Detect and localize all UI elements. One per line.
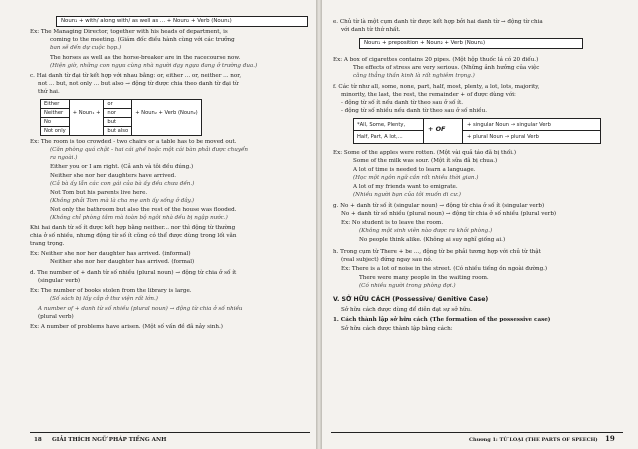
right-page xyxy=(319,0,638,449)
table-row xyxy=(41,127,202,136)
rule-e: e. Chủ từ là một cụm danh từ được kết hợp bởi hai danh từ → động từ chia xyxy=(333,19,543,25)
rule-c: c. Hai danh từ đại từ kết hợp với nhau bằng: or, either ... or, neither ... nor, xyxy=(30,73,242,79)
of-diagram-box xyxy=(353,118,601,144)
rule-d-cont: (singular verb) xyxy=(38,278,81,284)
example-text: Ex: The Managing Director, together with his heads of department, is xyxy=(30,29,228,35)
table-cell: Not only xyxy=(41,127,70,136)
page-number: 18 xyxy=(34,437,42,443)
translation-text: (Hiện giờ, những con ngựa cùng nhà người dạy ngựa đang ở trường đua.) xyxy=(50,63,258,69)
example-text: There were many people in the waiting room. xyxy=(359,275,489,281)
table-row xyxy=(41,118,202,127)
example-text: Ex: A number of problems have arisen. (Một số vấn đề đã nảy sinh.) xyxy=(30,324,223,330)
example-text: Ex: The room is too crowded - two chairs or a table has to be moved out. xyxy=(30,139,237,145)
rule-d: d. The number of + danh từ số nhiều (plural noun) → động từ chia ở số ít xyxy=(30,270,237,276)
table-cell xyxy=(132,100,202,109)
example-text: The horses as well as the horse-breaker are in the racecourse now. xyxy=(50,55,241,61)
example-text: Neither she nor her daughters have arrived. xyxy=(50,173,177,179)
section-text: Sở hữu cách được thành lập bằng cách: xyxy=(341,326,453,332)
note-text: Khi hai danh từ số ít được kết hợp bằng neither... nor thì động từ thường xyxy=(30,225,236,231)
example-text: Either you or I am right. (Cả anh và tôi đều đúng.) xyxy=(50,164,194,170)
example-text: Ex: No student is to leave the room. xyxy=(341,220,444,226)
example-text: Ex: Some of the apples were rotten. (Một vài quả táo đã bị thối.) xyxy=(333,150,517,156)
table-cell: but xyxy=(104,118,132,127)
table-cell xyxy=(69,100,104,109)
formula-box-preposition: Noun₁ + preposition + Noun₂ + Verb (Noun₁) xyxy=(359,38,583,49)
note-text: trang trọng. xyxy=(30,241,65,247)
rule-f-cont: - động từ số ít nếu danh từ theo sau ở số ít. xyxy=(341,100,463,106)
table-cell: + Noun₂ + Verb (Noun₂) xyxy=(132,109,202,118)
example-text: No people think alike. (Không ai suy nghĩ giống ai.) xyxy=(359,237,506,243)
translation-text: (Nhiều người bạn của tôi muốn di cư.) xyxy=(353,192,461,198)
example-text: Neither she nor her daughter has arrived. (formal) xyxy=(50,259,195,265)
note-text: chia ở số nhiều, nhưng động từ số ít cũng có thể được dùng trong lối văn xyxy=(30,233,237,239)
of-box-right-top: + singular Noun → singular Verb xyxy=(462,119,600,131)
table-cell: Either xyxy=(41,100,70,109)
of-box-right-bottom: + plural Noun → plural Verb xyxy=(462,131,600,143)
page-number: 19 xyxy=(605,434,615,443)
translation-text: ban sẽ đến dự cuộc họp.) xyxy=(50,45,122,51)
example-text: coming to the meeting. (Giám đốc điều hành cùng với các trưởng xyxy=(50,37,235,43)
example-text: A lot of my friends want to emigrate. xyxy=(353,184,458,190)
table-cell: nor xyxy=(104,109,132,118)
table-cell xyxy=(69,127,104,136)
example-text: Ex: The number of books stolen from the library is large. xyxy=(30,288,192,294)
translation-text: (Số sách bị lấy cắp ở thư viện rất lớn.) xyxy=(50,296,158,302)
table-cell xyxy=(69,118,104,127)
translation-text: (Không một sinh viên nào được ra khỏi phòng.) xyxy=(359,228,493,234)
translation-text: ra ngoài.) xyxy=(50,155,78,161)
rule-g-cont: No + danh từ số nhiều (plural noun) → động từ chia ở số nhiều (plural verb) xyxy=(341,211,557,217)
example-text: Ex: There is a lot of noise in the street. (Có nhiều tiếng ồn ngoài đường.) xyxy=(341,266,548,272)
table-cell: + Noun₁ + xyxy=(69,109,104,118)
table-row xyxy=(41,109,202,118)
footer-rule xyxy=(30,432,310,433)
translation-text: (Căn phòng quá chật - hai cái ghế hoặc một cái bàn phải được chuyển xyxy=(50,147,249,153)
translation-text: (Học một ngôn ngữ cần rất nhiều thời gian.) xyxy=(353,175,479,181)
rule-h-cont: (real subject) đứng ngay sau nó. xyxy=(341,257,433,263)
translation-text: căng thẳng thần kinh là rất nghiêm trọng.) xyxy=(353,73,475,79)
table-cell: Neither xyxy=(41,109,70,118)
translation-text: (Không phải Tom mà là cha mẹ anh ấy sống ở đây.) xyxy=(50,198,195,204)
rule-f-cont: - động từ số nhiều nếu danh từ theo sau ở số nhiều. xyxy=(341,108,487,114)
example-text: Some of the milk was sour. (Một ít sữa đã bị chua.) xyxy=(353,158,498,164)
rule-d-cont: (plural verb) xyxy=(38,314,74,320)
table-row xyxy=(41,100,202,109)
table-cell xyxy=(132,118,202,127)
example-text: Not Tom but his parents live here. xyxy=(50,190,148,196)
table-cell: or xyxy=(104,100,132,109)
formula-box-with: Noun₁ + with/ along with/ as well as ... + Noun₂ + Verb (Noun₁) xyxy=(56,16,308,27)
footer-title: Chương 1: TỪ LOẠI (THE PARTS OF SPEECH) xyxy=(469,437,598,443)
footer-title: GIẢI THÍCH NGỮ PHÁP TIẾNG ANH xyxy=(52,437,167,443)
rule-g: g. No + danh từ số ít (singular noun) → động từ chia ở số ít (singular verb) xyxy=(333,203,545,209)
rule-h: h. Trong cụm từ There + be ..., động từ be phải tương hợp với chủ từ thật xyxy=(333,249,541,255)
section-text: Sở hữu cách được dùng để diễn đạt sự sở hữu. xyxy=(341,307,472,313)
rule-f: f. Các từ như all, some, none, part, half, most, plenty, a lot, lots, majority, xyxy=(333,84,540,90)
subsection-heading: 1. Cách thành lập sở hữu cách (The formation of the possessive case) xyxy=(333,317,551,323)
table-cell xyxy=(132,127,202,136)
of-box-left-top: *All, Some, Plenty, xyxy=(354,119,424,131)
rule-f-cont: minority, the last, the rest, the remainder + of được dùng với: xyxy=(341,92,516,98)
of-box-connector: + OF xyxy=(428,125,446,133)
rule-c-cont: not ... but, not only ... but also → động từ được chia theo danh từ đại từ xyxy=(38,81,239,87)
footer-rule xyxy=(331,432,623,433)
translation-text: (Không chỉ phòng tắm mà toàn bộ ngôi nhà đều bị ngập nước.) xyxy=(50,215,228,221)
example-text: Ex: A box of cigarettes contains 20 pipes. (Một hộp thuốc lá có 20 điếu.) xyxy=(333,57,539,63)
example-text: The effects of stress are very serious. (Những ảnh hưởng của việc xyxy=(353,65,540,71)
translation-text: (Cả bà ấy lẫn các con gái của bà ấy đều chưa đến.) xyxy=(50,181,195,187)
example-text: Ex: Neither she nor her daughter has arrived. (informal) xyxy=(30,251,191,257)
rule-d-cont: A number of + danh từ số nhiều (plural noun) → động từ chia ở số nhiều xyxy=(38,306,243,312)
example-text: A lot of time is needed to learn a language. xyxy=(353,167,476,173)
of-box-left-bottom: Half, Part, A lot,... xyxy=(354,131,424,143)
rule-c-cont: thứ hai. xyxy=(38,89,60,95)
table-cell: but also xyxy=(104,127,132,136)
example-text: Not only the bathroom but also the rest of the house was flooded. xyxy=(50,207,237,213)
rule-e-cont: với danh từ thứ nhất. xyxy=(341,27,401,33)
table-cell: No xyxy=(41,118,70,127)
conjunction-table xyxy=(40,99,202,136)
translation-text: (Có nhiều người trong phòng đợi.) xyxy=(359,283,456,289)
section-heading: V. SỞ HỮU CÁCH (Possessive/ Genitive Case) xyxy=(333,296,489,303)
